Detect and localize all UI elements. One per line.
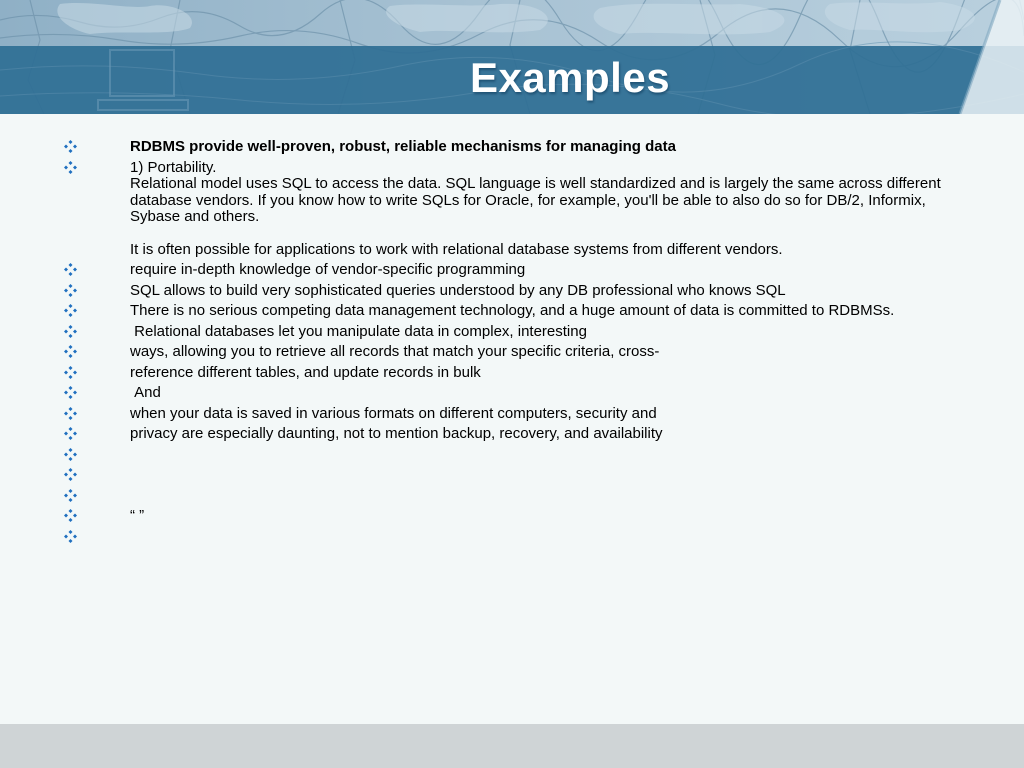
bullet-item xyxy=(64,447,944,464)
diamond-bullet-icon xyxy=(64,324,130,338)
diamond-bullet-icon xyxy=(64,426,130,440)
bullet-paragraph: ways, allowing you to retrieve all records that match your specific criteria, cross- xyxy=(130,343,660,360)
bullet-text xyxy=(130,303,944,320)
bullet-text xyxy=(130,344,944,361)
bullet-item xyxy=(64,508,944,525)
slide-title: Examples xyxy=(469,54,671,101)
diamond-bullet-icon xyxy=(64,467,130,481)
bullet-paragraph: There is no serious competing data management technology, and a huge amount of data is committed to RDBMSs. xyxy=(130,302,895,319)
bullet-item xyxy=(64,365,944,382)
bullet-paragraph: 1) Portability. Relational model uses SQL to access the data. SQL language is well standardized and is largely the same across different database vendors. If you know how to write SQLs for Oracle, for example, you'll be able to also do so for DB/2, Informix, Sybase and others. xyxy=(130,158,941,225)
bullet-item xyxy=(64,406,944,423)
bullet-list xyxy=(64,139,944,549)
bullet-item xyxy=(64,426,944,443)
diamond-bullet-icon xyxy=(64,262,130,276)
bullet-paragraph: privacy are especially daunting, not to mention backup, recovery, and availability xyxy=(130,425,663,442)
bullet-paragraph: “ ” xyxy=(130,507,145,524)
bullet-paragraph: It is often possible for applications to work with relational database systems from different vendors. xyxy=(130,240,783,258)
bullet-text xyxy=(130,160,944,259)
bullet-text xyxy=(130,508,944,525)
diamond-bullet-icon xyxy=(64,488,130,502)
bullet-paragraph: when your data is saved in various formats on different computers, security and xyxy=(130,404,657,422)
diamond-bullet-icon xyxy=(64,508,130,522)
diamond-bullet-icon xyxy=(64,385,130,399)
bullet-text xyxy=(130,139,944,156)
bullet-item xyxy=(64,488,944,505)
bullet-item xyxy=(64,283,944,300)
bullet-paragraph: require in-depth knowledge of vendor-specific programming xyxy=(130,261,526,278)
bullet-paragraph: reference different tables, and update records in bulk xyxy=(130,363,481,381)
diamond-bullet-icon xyxy=(64,283,130,297)
bullet-item xyxy=(64,529,944,546)
diamond-bullet-icon xyxy=(64,344,130,358)
bullet-paragraph: Relational databases let you manipulate data in complex, interesting xyxy=(130,322,587,340)
bullet-item xyxy=(64,324,944,341)
bullet-item xyxy=(64,385,944,402)
bullet-paragraph: RDBMS provide well-proven, robust, reliable mechanisms for managing data xyxy=(130,138,676,155)
diamond-bullet-icon xyxy=(64,160,130,174)
diamond-bullet-icon xyxy=(64,406,130,420)
bullet-item xyxy=(64,139,944,156)
footer-band xyxy=(0,724,1024,768)
diamond-bullet-icon xyxy=(64,139,130,153)
bullet-text xyxy=(130,283,944,300)
bullet-item xyxy=(64,262,944,279)
bullet-item xyxy=(64,160,944,259)
bullet-paragraph: SQL allows to build very sophisticated queries understood by any DB professional who knows SQL xyxy=(130,281,786,299)
bullet-text xyxy=(130,324,944,341)
bullet-item xyxy=(64,303,944,320)
bullet-item xyxy=(64,344,944,361)
diamond-bullet-icon xyxy=(64,365,130,379)
diamond-bullet-icon xyxy=(64,303,130,317)
bullet-text xyxy=(130,426,944,443)
bullet-text xyxy=(130,365,944,382)
diamond-bullet-icon xyxy=(64,447,130,461)
bullet-text xyxy=(130,262,944,279)
bullet-item xyxy=(64,467,944,484)
bullet-paragraph: And xyxy=(130,384,161,401)
bullet-text xyxy=(130,406,944,423)
diamond-bullet-icon xyxy=(64,529,130,543)
bullet-text xyxy=(130,385,944,402)
